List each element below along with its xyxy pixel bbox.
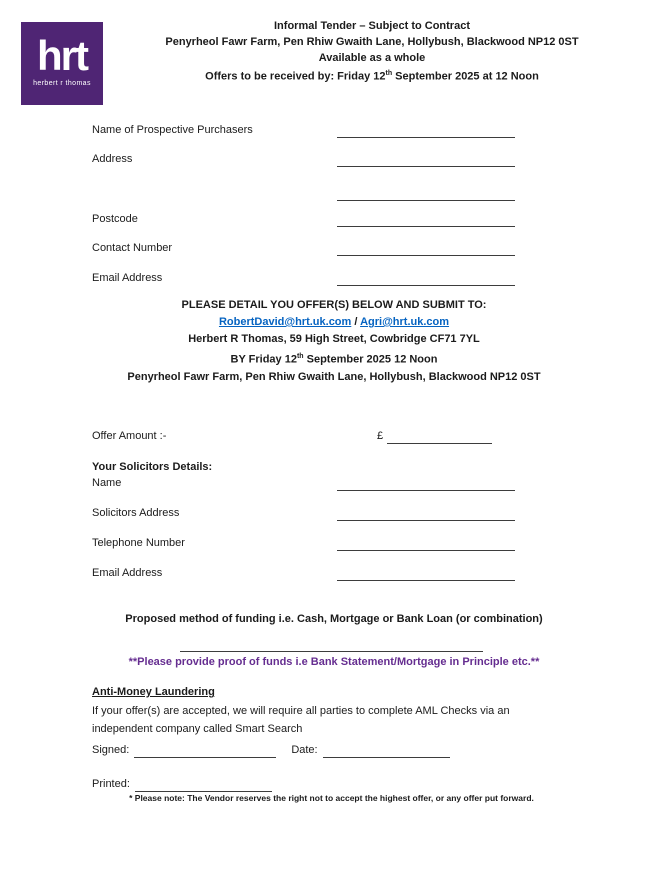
header-title: Informal Tender – Subject to Contract: [274, 20, 470, 32]
field-row-solicitor-email: [92, 567, 522, 581]
submit-emails: [4, 314, 664, 331]
aml-heading: Anti-Money Laundering: [92, 686, 215, 698]
contact-number-line: [337, 242, 515, 256]
proof-of-funds-note: **Please provide proof of funds i.e Bank Statement/Mortgage in Principle etc.**: [128, 656, 540, 668]
solicitor-name-label: Name: [92, 477, 122, 489]
hrt-logo: [21, 22, 103, 105]
aml-body-text: If your offer(s) are accepted, we will require all parties to complete AML Checks via an independent company called Smart Search: [92, 705, 510, 735]
address-label: Address: [92, 153, 133, 165]
field-row-solicitor-name: [92, 477, 522, 491]
solicitors-details-section: [92, 461, 522, 597]
solicitor-name-line: [337, 477, 515, 491]
hrt-logo-text: hrt: [37, 32, 87, 79]
email-link-agri[interactable]: Agri@hrt.uk.com: [360, 316, 450, 328]
signed-date-row: [92, 744, 450, 759]
postcode-line: [337, 213, 515, 227]
contact-number-label: Contact Number: [92, 242, 173, 254]
aml-section: [92, 686, 582, 738]
solicitor-address-line: [337, 507, 515, 521]
solicitor-email-line: [337, 567, 515, 581]
address-line-1: [337, 153, 515, 167]
header-deadline-text-after: September 2025 at 12 Noon: [392, 70, 539, 83]
email-label: Email Address: [92, 272, 163, 284]
solicitor-email-label: Email Address: [92, 567, 163, 579]
purchaser-name-label: Name of Prospective Purchasers: [92, 124, 253, 136]
purchaser-name-line: [337, 124, 515, 138]
document-header: [110, 18, 634, 85]
field-row-solicitor-telephone: [92, 537, 522, 551]
signed-label: Signed:: [92, 744, 130, 756]
email-separator: /: [351, 316, 361, 328]
submit-deadline-text-after: September 2025 12 Noon: [303, 353, 438, 366]
submit-office-address: Herbert R Thomas, 59 High Street, Cowbridge CF71 7YL: [188, 333, 480, 345]
submit-deadline-text: BY Friday 12: [230, 353, 297, 366]
offer-amount-row: [92, 430, 532, 446]
printed-label: Printed:: [92, 778, 130, 790]
offer-amount-label: Offer Amount :-: [92, 430, 167, 442]
email-link-robertdavid[interactable]: RobertDavid@hrt.uk.com: [218, 316, 352, 328]
submit-property-address: Penyrheol Fawr Farm, Pen Rhiw Gwaith Lane, Hollybush, Blackwood NP12 0ST: [127, 370, 541, 383]
postcode-label: Postcode: [92, 213, 138, 225]
header-deadline: [110, 66, 634, 85]
header-deadline-text: Offers to be received by: Friday 12: [205, 70, 386, 83]
submit-deadline-ordinal: th: [296, 353, 304, 360]
hrt-logo-subtext: herbert r thomas: [33, 80, 91, 87]
submit-deadline: [4, 348, 664, 369]
header-property-address: Penyrheol Fawr Farm, Pen Rhiw Gwaith Lane, Hollybush, Blackwood NP12 0ST: [165, 36, 579, 48]
solicitor-address-label: Solicitors Address: [92, 507, 180, 519]
solicitor-telephone-label: Telephone Number: [92, 537, 185, 549]
field-row-postcode: [92, 213, 522, 227]
signed-line: [134, 744, 276, 758]
address-blank-label: [92, 187, 337, 201]
address-line-2: [337, 187, 515, 201]
field-row-solicitor-address: [92, 507, 522, 521]
funding-method-heading: Proposed method of funding i.e. Cash, Mortgage or Bank Loan (or combination): [125, 613, 543, 625]
field-row-email: [92, 272, 522, 286]
header-availability: Available as a whole: [318, 52, 426, 64]
submit-heading: PLEASE DETAIL YOU OFFER(S) BELOW AND SUBMIT TO:: [181, 299, 487, 311]
date-line: [323, 744, 450, 758]
vendor-reserves-footnote: * Please note: The Vendor reserves the right not to accept the highest offer, or any offer put forward.: [129, 793, 534, 803]
solicitor-telephone-line: [337, 537, 515, 551]
printed-row: [92, 778, 272, 793]
funding-method-line: [180, 638, 483, 652]
header-deadline-ordinal: th: [385, 70, 393, 77]
offer-amount-line: [387, 430, 492, 444]
email-line: [337, 272, 515, 286]
solicitors-heading: Your Solicitors Details:: [92, 461, 213, 473]
offer-amount-field: [377, 430, 492, 444]
currency-symbol: £: [377, 430, 384, 442]
submit-instructions: [4, 297, 664, 386]
field-row-address-continued: [92, 187, 522, 201]
field-row-purchaser-name: [92, 124, 522, 138]
field-row-contact-number: [92, 242, 522, 256]
field-row-address: [92, 153, 522, 167]
date-label: Date:: [291, 744, 318, 756]
printed-line: [135, 778, 272, 792]
purchaser-details-section: [92, 124, 522, 286]
